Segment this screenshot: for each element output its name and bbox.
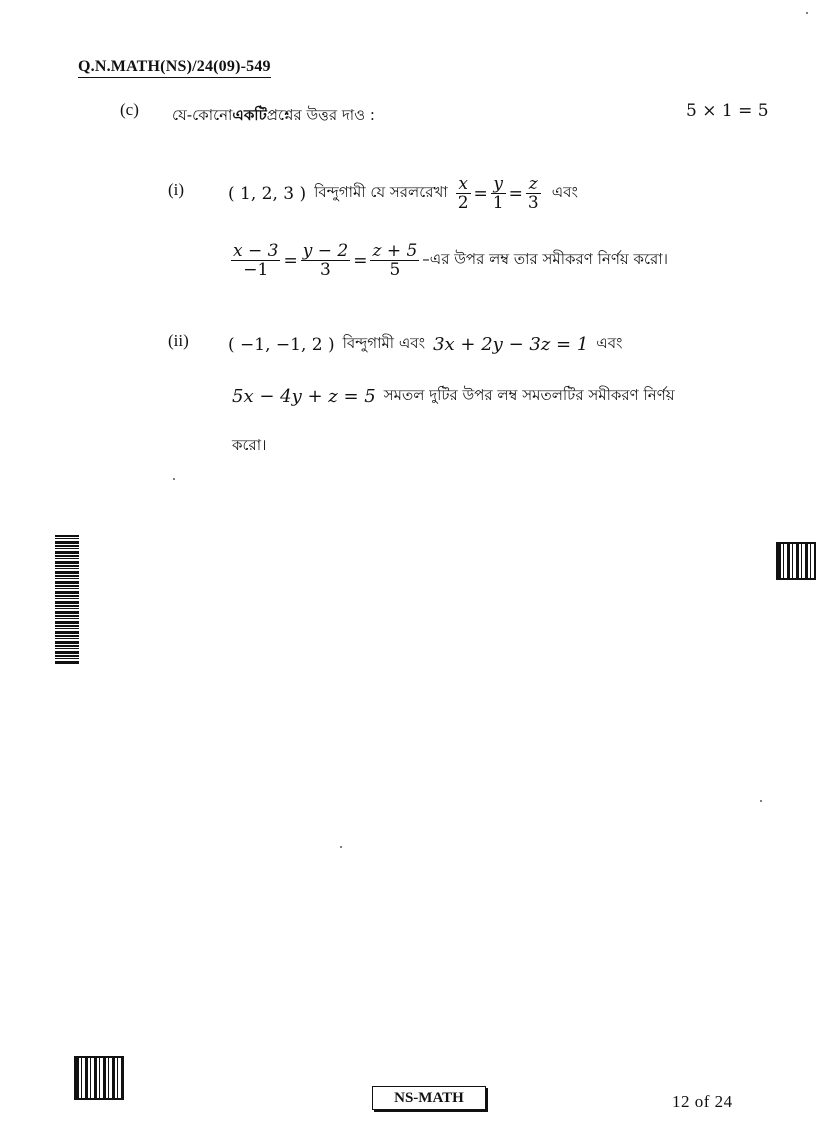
question-paper-code: Q.N.MATH(NS)/24(09)-549 (78, 58, 271, 78)
equals-sign: = (473, 183, 488, 204)
question-2-line-2 (232, 384, 675, 409)
equals-sign: = (508, 183, 523, 204)
fraction-x-minus-3: $\frac{x - 3}{-1}$ (233, 241, 279, 280)
barcode-image (55, 535, 79, 665)
fraction-z-plus-5: $\frac{z + 5}{5}$ (372, 241, 418, 280)
instruction-suffix: প্রশ্নের উত্তর দাও : (266, 106, 375, 124)
section-marks: 5 × 1 = 5 (686, 101, 769, 121)
question-1-text-a: বিন্দুগামী যে সরলরেখা (314, 183, 448, 201)
plane-equation-2: 5x − 4y + z = 5 (232, 386, 376, 407)
question-1-line-1 (228, 175, 578, 212)
equals-sign: = (283, 250, 298, 271)
scan-speck (760, 800, 762, 802)
fraction-y-over-1: $\frac{y}{1}$ (492, 174, 504, 213)
qr-code-bottom-left (74, 1056, 124, 1100)
instruction-prefix: যে-কোনো (172, 106, 233, 124)
scan-speck (173, 478, 175, 480)
question-1-text-c: –এর উপর লম্ব তার সমীকরণ নির্ণয় করো। (422, 250, 669, 268)
question-1-point: ( 1, 2, 3 ) (228, 183, 307, 204)
question-2-label: (ii) (168, 331, 189, 350)
subject-box: NS-MATH (372, 1086, 486, 1110)
scan-speck (340, 846, 342, 848)
fraction-x-over-2: $\frac{x}{2}$ (457, 174, 469, 213)
section-label: (c) (120, 100, 139, 119)
question-1-label: (i) (168, 180, 185, 199)
question-2-text-c: সমতল দুটির উপর লম্ব সমতলটির সমীকরণ নির্ণয় (383, 386, 675, 404)
equals-sign: = (353, 250, 368, 271)
question-1-text-b: এবং (551, 183, 578, 201)
fraction-y-minus-2: $\frac{y - 2}{3}$ (302, 241, 349, 280)
section-instruction (172, 104, 375, 129)
scan-speck (806, 12, 808, 14)
instruction-emphasis: একটি (232, 106, 267, 124)
question-2-line-1 (228, 332, 623, 357)
question-1-line-2 (228, 242, 668, 279)
page-number: 12 of 24 (672, 1092, 733, 1111)
plane-equation-1: 3x + 2y − 3z = 1 (433, 334, 589, 355)
question-2-text-d: করো। (232, 436, 267, 454)
question-2-text-a: বিন্দুগামী এবং (342, 334, 426, 352)
fraction-z-over-3: $\frac{z}{3}$ (527, 174, 539, 213)
question-2-point: ( −1, −1, 2 ) (228, 334, 335, 355)
question-2-text-b: এবং (596, 334, 623, 352)
qr-code-right (776, 542, 816, 580)
